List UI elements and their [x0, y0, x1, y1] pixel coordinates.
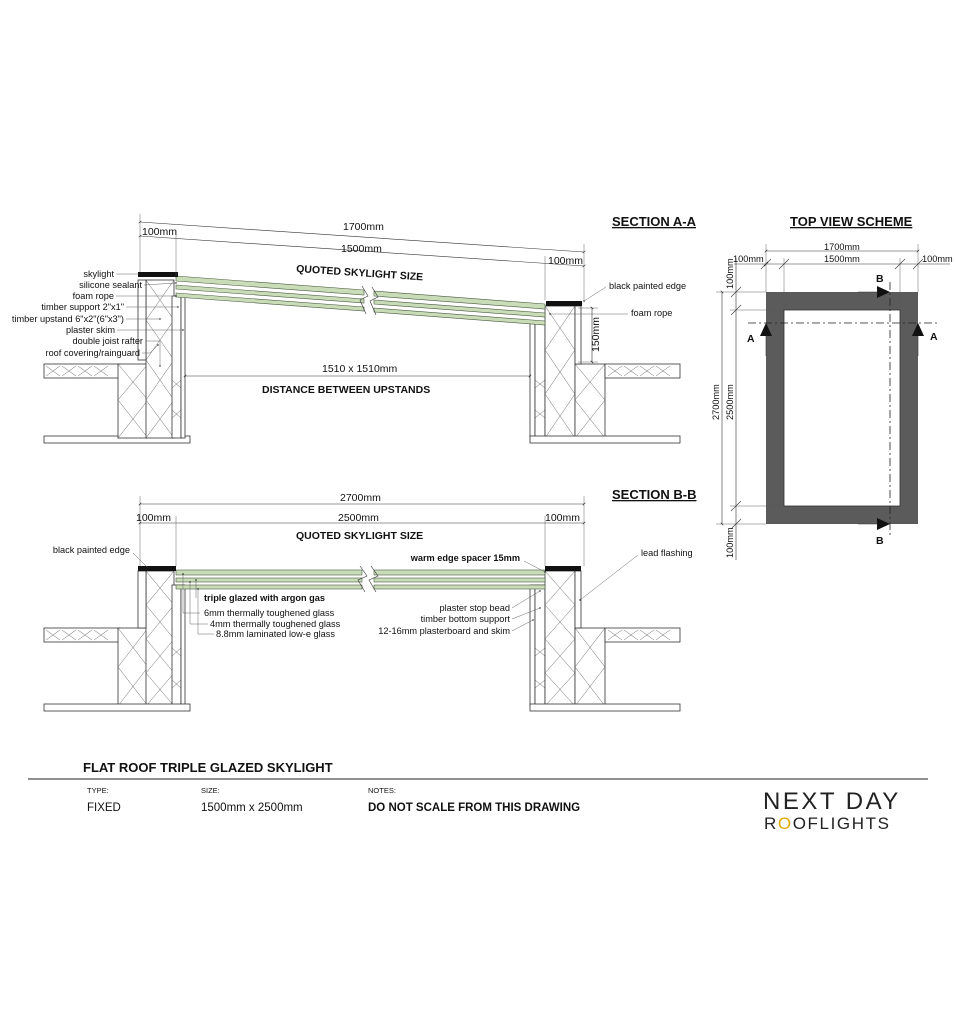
- notes-label: NOTES:: [368, 786, 396, 795]
- brand-logo-o2: O: [792, 814, 808, 833]
- marker-a-left: A: [747, 333, 755, 345]
- dim-inner-aa: 1500mm: [341, 243, 382, 255]
- section-bb: [44, 487, 697, 711]
- label-silicone-sealant: silicone sealant: [79, 280, 142, 290]
- brand-logo-o1: O: [777, 814, 793, 833]
- label-timber-upstand: timber upstand 6"x2"(6"x3"): [11, 314, 124, 324]
- drawing-title: FLAT ROOF TRIPLE GLAZED SKYLIGHT: [83, 760, 333, 775]
- label-foam-rope-left: foam rope: [72, 291, 114, 301]
- top-view-heading: TOP VIEW SCHEME: [790, 214, 913, 229]
- label-skylight: skylight: [83, 269, 114, 279]
- top-view: [711, 214, 953, 560]
- label-glass-4mm: 4mm thermally toughened glass: [210, 619, 341, 629]
- dim-right-bb: 100mm: [545, 512, 581, 524]
- type-value: FIXED: [87, 802, 121, 814]
- marker-a-right: A: [930, 331, 938, 343]
- size-value: 1500mm x 2500mm: [201, 802, 303, 814]
- label-glass-laminated: 8.8mm laminated low-e glass: [216, 629, 335, 639]
- label-roof-covering: roof covering/rainguard: [45, 348, 140, 358]
- section-aa-heading: SECTION A-A: [612, 214, 697, 229]
- top-dim-right: 100mm: [922, 254, 953, 264]
- marker-b-bottom: B: [876, 535, 884, 547]
- top-dim-width-total: 1700mm: [824, 242, 860, 252]
- section-aa: [12, 214, 697, 443]
- section-bb-heading: SECTION B-B: [612, 487, 697, 502]
- label-black-painted-edge-aa: black painted edge: [609, 281, 687, 291]
- top-dim-width-inner: 1500mm: [824, 254, 860, 264]
- structure-left-bb: [44, 571, 190, 711]
- label-plaster-stop-bead: plaster stop bead: [439, 603, 510, 613]
- brand-logo-line2: [764, 814, 891, 834]
- top-dim-left: 100mm: [733, 254, 764, 264]
- label-timber-support: timber support 2"x1": [41, 302, 124, 312]
- dims-aa: [140, 214, 598, 376]
- type-label: TYPE:: [87, 786, 109, 795]
- dim-total-bb: 2700mm: [340, 492, 381, 504]
- top-dim-bottom: 100mm: [725, 527, 735, 558]
- notes-value: DO NOT SCALE FROM THIS DRAWING: [368, 802, 581, 814]
- label-foam-rope-right: foam rope: [631, 308, 673, 318]
- dim-left-aa: 100mm: [142, 226, 178, 238]
- top-dim-height-total: 2700mm: [711, 384, 721, 420]
- size-label: SIZE:: [201, 786, 220, 795]
- label-plasterboard: 12-16mm plasterboard and skim: [378, 626, 510, 636]
- upstand-left-aa: [118, 280, 185, 438]
- label-black-painted-edge-bb: black painted edge: [52, 545, 130, 555]
- between-dim-aa: 1510 x 1510mm: [322, 363, 398, 375]
- upstand-right-aa: [530, 306, 680, 443]
- dim-total-aa: 1700mm: [343, 221, 384, 233]
- label-glass-6mm: 6mm thermally toughened glass: [204, 608, 335, 618]
- dim-inner-bb: 2500mm: [338, 512, 379, 524]
- glass-opening: [784, 310, 900, 506]
- brand-logo-r: R: [764, 814, 778, 833]
- top-dim-top: 100mm: [725, 258, 735, 289]
- quoted-size-aa: QUOTED SKYLIGHT SIZE: [295, 263, 424, 284]
- structure-right-bb: [530, 571, 680, 711]
- dim-left-bb: 100mm: [136, 512, 172, 524]
- upstand-height-aa: 150mm: [590, 316, 602, 352]
- brand-logo-rest: FLIGHTS: [807, 814, 891, 833]
- brand-logo-line1: NEXT DAY: [763, 788, 901, 815]
- label-lead-flashing: lead flashing: [641, 548, 693, 558]
- label-timber-bottom-support: timber bottom support: [420, 614, 510, 624]
- label-plaster-skim: plaster skim: [65, 325, 115, 335]
- top-dim-height-inner: 2500mm: [725, 384, 735, 420]
- label-warm-edge-spacer: warm edge spacer 15mm: [410, 553, 520, 563]
- label-triple-glazed: triple glazed with argon gas: [204, 593, 325, 603]
- glazing-aa: [138, 272, 582, 325]
- label-double-joist: double joist rafter: [72, 336, 143, 346]
- glazing-bb: [138, 566, 581, 592]
- quoted-size-bb: QUOTED SKYLIGHT SIZE: [296, 530, 424, 542]
- between-label-aa: DISTANCE BETWEEN UPSTANDS: [262, 384, 431, 396]
- dim-right-aa: 100mm: [548, 255, 584, 267]
- marker-b-top: B: [876, 273, 884, 285]
